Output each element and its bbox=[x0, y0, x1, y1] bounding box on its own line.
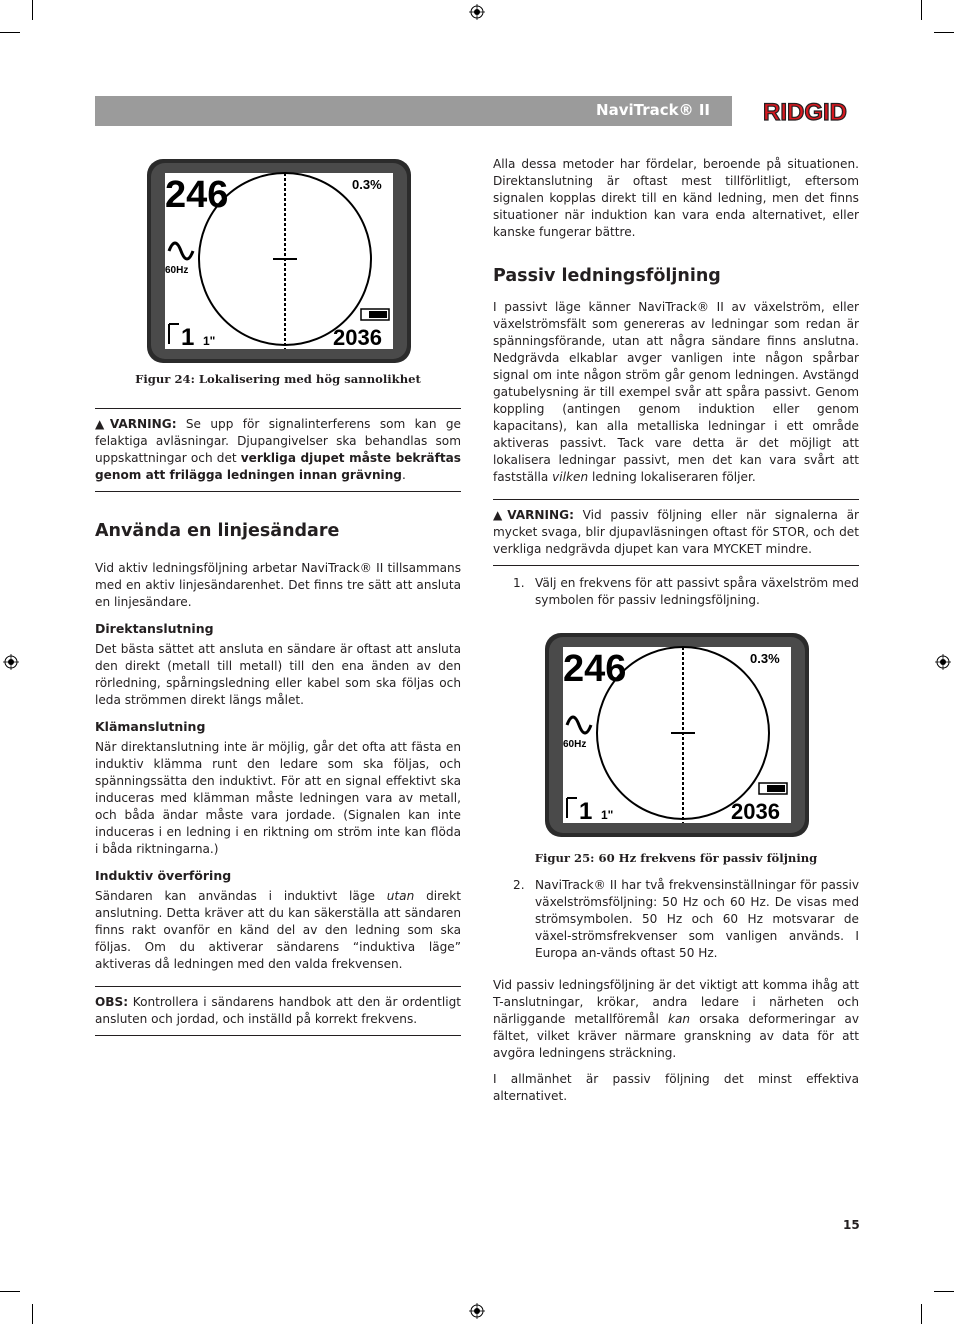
crop-mark bbox=[0, 1291, 20, 1292]
percent-readout: 0.3% bbox=[352, 177, 382, 192]
signal-strength: 246 bbox=[165, 174, 229, 216]
warning-label: VARNING: bbox=[507, 508, 574, 522]
warning-box: ▲VARNING: Vid passiv följning eller när signalerna är mycket svaga, blir djupavläsningen oftast för STOR, och det verkliga nedgrävda djupet kan vara MYCKET mindre. bbox=[493, 508, 859, 556]
page-number: 15 bbox=[843, 1218, 860, 1232]
body-paragraph: Vid aktiv ledningsföljning arbetar NaviTrack® II tillsammans med en aktiv linjesändarenhet. Det finns tre sätt att ansluta en linjesändare. bbox=[95, 561, 461, 609]
left-column bbox=[95, 371, 461, 1036]
body-paragraph: I allmänhet är passiv följning det minst effektiva alternativet. bbox=[493, 1072, 859, 1103]
frequency-label: 60Hz bbox=[563, 739, 587, 750]
divider bbox=[493, 499, 859, 500]
subheading: Klämanslutning bbox=[95, 719, 206, 734]
depth-inches: 1" bbox=[203, 334, 216, 348]
steps-list bbox=[493, 575, 859, 609]
registration-mark-icon bbox=[469, 4, 485, 20]
header-title: NaviTrack® II bbox=[596, 101, 710, 119]
section-heading: Passiv ledningsföljning bbox=[493, 266, 721, 286]
divider bbox=[95, 491, 461, 492]
locator-display-figure-25 bbox=[545, 633, 809, 837]
current-readout: 2036 bbox=[333, 325, 382, 350]
body-paragraph: Det bästa sättet att ansluta en sändare är oftast att ansluta den direkt (metall till metall) till den ena änden av den rörledning, spårningsledning eller kabel som ska följas och leda strömmen direkt längs målet. bbox=[95, 642, 461, 707]
body-paragraph: I passivt läge känner NaviTrack® II av växelström, eller växelströmsfält som genereras av ledningar som redan är spänningsförande, utan att några sändare finns anslutna. Nedgrävda elkablar avger vanligen inte någon spårbar signal om inte någon ström går genom ledningen. Avstängd gatubelysning är till exempel svår att spåra passivt. Genom koppling (antingen genom induktion eller genom kapacitans), kan alla metalliska ledningar i ett område aktiveras passivt. Tack vare detta är det möjligt att lokalisera ledningar passivt, men det kan vara svårt att fastställa vilken ledning lokaliseraren följer. bbox=[493, 300, 859, 484]
warning-box: ▲VARNING: Se upp för signalinterferens som kan ge felaktiga avläsningar. Djupangivelser ska behandlas som uppskattningar och det verkliga djupet måste bekräftas genom att frilägga ledningen innan grävning. bbox=[95, 417, 461, 482]
steps-list bbox=[493, 877, 859, 962]
subheading: Induktiv överföring bbox=[95, 868, 232, 883]
list-item: 1. Välj en frekvens för att passivt spåra växelström med symbolen för passiv ledningsföljning. bbox=[513, 576, 859, 607]
note-label: OBS: bbox=[95, 995, 129, 1009]
registration-mark-icon bbox=[469, 1303, 485, 1319]
warning-label: VARNING: bbox=[109, 417, 177, 431]
ridgid-logo bbox=[752, 97, 858, 127]
figure-25-caption: Figur 25: 60 Hz frekvens för passiv följning bbox=[534, 851, 818, 865]
depth-feet: 1 bbox=[579, 798, 593, 825]
body-paragraph: Sändaren kan användas i induktivt läge utan direkt anslutning. Detta kräver att du kan säkerställa att sändaren finns rakt ovanför en känd del av den ledning som ska följas. Om du aktiverar sändarens “induktiva läge” aktiveras då ledningen med den valda frekvensen. bbox=[95, 889, 461, 971]
locator-display-figure-24 bbox=[147, 159, 411, 363]
crop-mark bbox=[934, 1291, 954, 1292]
frequency-label: 60Hz bbox=[165, 265, 189, 276]
section-heading: Använda en linjesändare bbox=[95, 521, 340, 541]
note-box: OBS: Kontrollera i sändarens handbok att den är ordentligt ansluten och jordad, och inställd på korrekt frekvens. bbox=[95, 995, 461, 1026]
subheading: Direktanslutning bbox=[95, 621, 214, 636]
registration-mark-icon bbox=[3, 654, 19, 670]
warning-icon: ▲ bbox=[95, 417, 110, 431]
list-item: 2. NaviTrack® II har två frekvensinställningar för passiv växelströmsföljning: 50 Hz och 60 Hz. De visas med strömsymbolen. 50 Hz och 60 Hz motsvarar de växel-strömsfrekvenser som vanligen används. I Europa an-vänds oftast 50 Hz. bbox=[513, 878, 859, 960]
crop-mark bbox=[921, 0, 922, 20]
crop-mark bbox=[934, 32, 954, 33]
divider bbox=[493, 565, 859, 566]
crop-mark bbox=[32, 0, 33, 20]
current-readout: 2036 bbox=[731, 799, 780, 824]
crop-mark bbox=[0, 32, 20, 33]
crop-mark bbox=[921, 1304, 922, 1324]
figure-24-caption: Figur 24: Lokalisering med hög sannolikhet bbox=[135, 372, 421, 386]
crop-mark bbox=[32, 1304, 33, 1324]
header-bar bbox=[95, 96, 732, 126]
warning-icon: ▲ bbox=[493, 508, 508, 522]
right-column-lower bbox=[493, 850, 859, 1114]
body-paragraph: Alla dessa metoder har fördelar, beroende på situationen. Direktanslutning är oftast mest tillförlitligt, eftersom signalen kopplas direkt till en känd ledning, men det finns situationer när induktion kan vara enda alternativet, eller kanske fungerar bättre. bbox=[493, 157, 859, 239]
divider bbox=[95, 986, 461, 987]
signal-strength: 246 bbox=[563, 648, 627, 690]
depth-feet: 1 bbox=[181, 324, 195, 351]
percent-readout: 0.3% bbox=[750, 651, 780, 666]
depth-inches: 1" bbox=[601, 808, 614, 822]
logo-text: RIDGID bbox=[763, 99, 847, 126]
registration-mark-icon bbox=[935, 654, 951, 670]
body-paragraph: Vid passiv ledningsföljning är det viktigt att komma ihåg att T-anslutningar, krökar, andra ledare i närheten och närliggande metallföremål kan orsaka deformeringar av fältet, vilket kräver närmare granskning av data för att avgöra ledningens sträckning. bbox=[493, 978, 859, 1060]
body-paragraph: När direktanslutning inte är möjlig, går det ofta att fästa en induktiv klämma runt den ledare som ska följas, och spänningssätta den induktivt. För att en signal effektivt ska induceras med klämman måste ledningen vara av metall, och båda ändar måste vara jordade. (Signalen kan inte induceras i en ledning i en riktning om ström inte kan flöda i båda riktningarna.) bbox=[95, 740, 461, 856]
divider bbox=[95, 1035, 461, 1036]
divider bbox=[95, 408, 461, 409]
right-column bbox=[493, 156, 859, 609]
